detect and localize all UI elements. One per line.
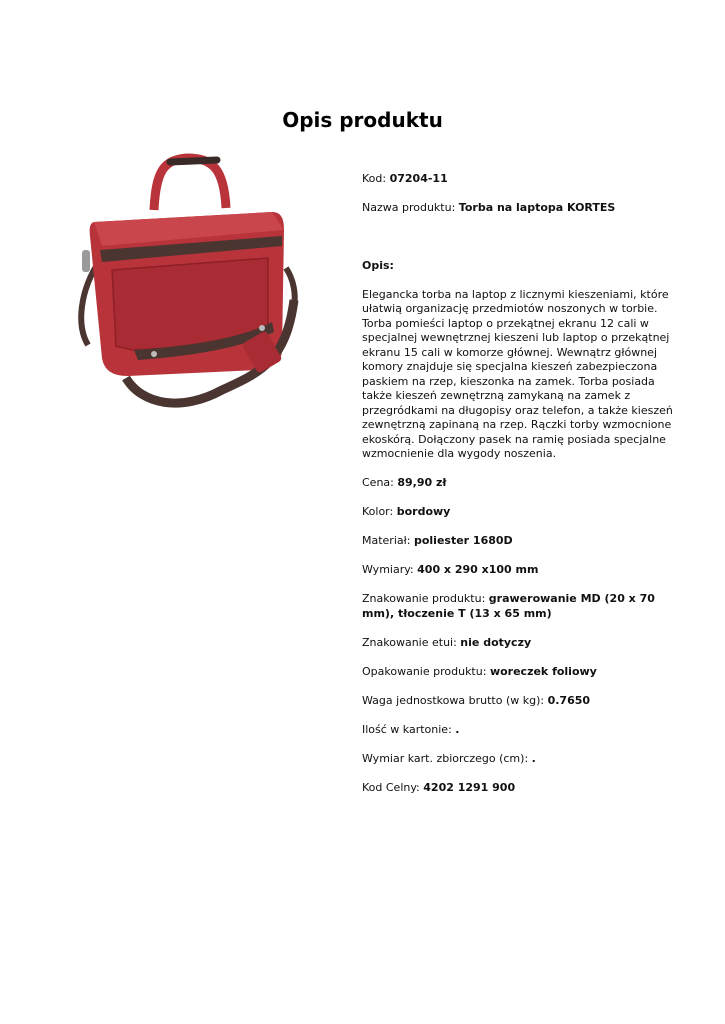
attribute-value: 0.7650 (547, 693, 591, 707)
attribute-row (362, 505, 682, 520)
attribute-label: Znakowanie etui: (362, 635, 461, 649)
attribute-value: woreczek foliowy (489, 664, 597, 678)
attribute-value: poliester 1680D (413, 534, 513, 547)
attribute-list (362, 476, 682, 795)
attribute-row (362, 694, 682, 709)
attribute-value: grawerowanie MD (20 x 70 mm), tłoczenie T (13 x 65 mm) (362, 592, 655, 620)
attribute-label: Kolor: (362, 505, 397, 518)
attribute-row (362, 723, 682, 738)
product-name-row: Nazwa produktu: Torba na laptopa KORTES (362, 201, 616, 214)
attribute-value: nie dotyczy (460, 635, 532, 649)
page-title: Opis produktu (282, 108, 443, 132)
attribute-row (362, 752, 682, 767)
attribute-label: Kod Celny: (362, 780, 424, 794)
attribute-label: Materiał: (362, 534, 414, 547)
attribute-label: Wymiary: (362, 563, 418, 576)
attribute-label: Waga jednostkowa brutto (w kg): (362, 693, 548, 707)
description-label: Opis: (362, 258, 394, 272)
attribute-label: Opakowanie produktu: (362, 664, 490, 678)
product-code: 07204-11 (389, 172, 448, 185)
attribute-label: Cena: (362, 476, 398, 489)
product-name: Torba na laptopa KORTES (458, 201, 616, 214)
attribute-label: Wymiar kart. zbiorczego (cm): (362, 751, 532, 765)
product-code-row: Kod: 07204-11 (362, 172, 448, 185)
attribute-label: Ilość w kartonie: (362, 722, 456, 736)
attribute-row (362, 476, 682, 491)
attribute-value: . (531, 751, 536, 765)
attribute-row (362, 636, 682, 651)
product-description: Elegancka torba na laptop z licznymi kieszeniami, które ułatwią organizację przedmiotów noszonych w torbie. Torba pomieści laptop o przekątnej ekranu 12 cali w specjalnej wewnętrznej kieszeni lub laptop o przekątnej ekranu 15 cali w komorze głównej. Wewnątrz głównej komory znajduje się specjalna kieszeń zabezpieczona paskiem na rzep, kieszonka na zamek. Torba posiada także kieszeń zewnętrzną zamykaną na zamek z przegródkami na długopisy oraz telefon, a także kieszeń zewnętrzną zapinaną na rzep. Rączki torby wzmocnione ekoskórą. Dołączony pasek na ramię posiada specjalne wzmocnienie dla wygody noszenia. (362, 287, 673, 460)
attribute-value: 4202 1291 900 (423, 780, 516, 794)
attribute-row (362, 563, 682, 578)
product-details (362, 172, 682, 810)
attribute-value: . (455, 722, 460, 736)
attribute-label: Znakowanie produktu: (362, 592, 489, 605)
attribute-row (362, 665, 682, 680)
attribute-value: bordowy (396, 505, 451, 518)
attribute-row (362, 781, 682, 796)
attribute-row (362, 592, 682, 621)
attribute-value: 400 x 290 x100 mm (417, 563, 539, 576)
attribute-row (362, 534, 682, 549)
attribute-value: 89,90 zł (397, 476, 447, 489)
product-image (72, 150, 304, 415)
